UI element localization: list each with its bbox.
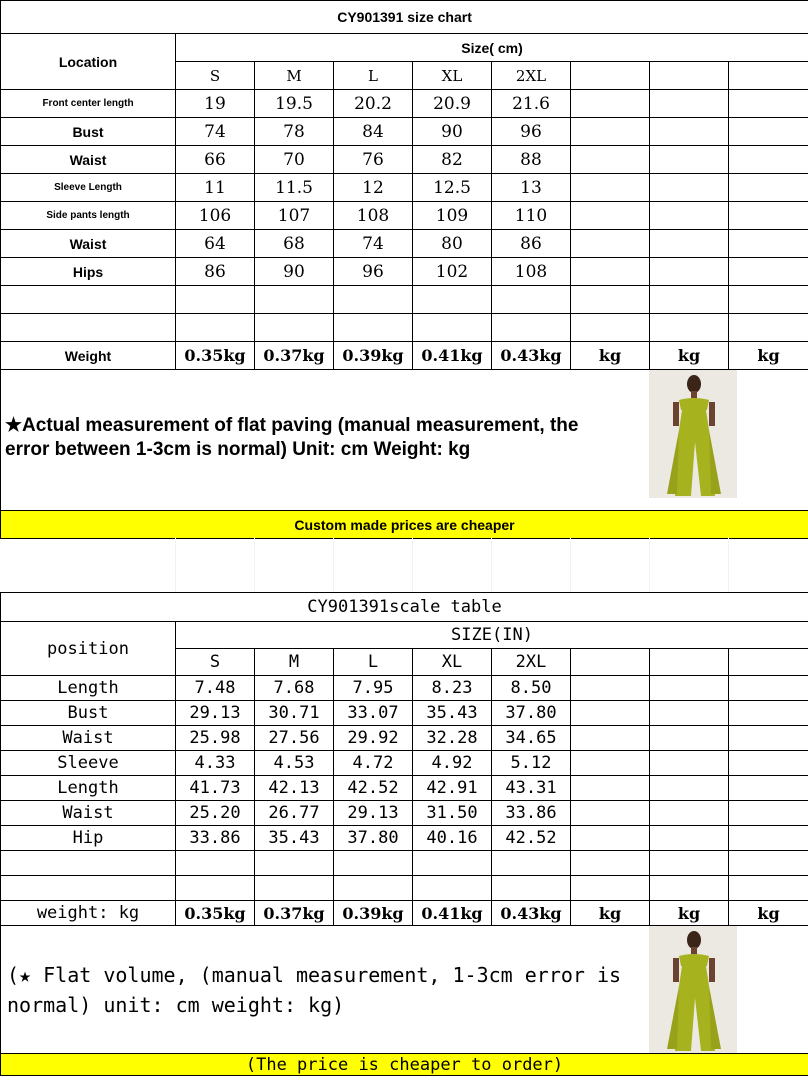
measurement-value: 107 bbox=[255, 202, 334, 230]
empty-cell bbox=[650, 751, 729, 776]
empty-cell bbox=[650, 726, 729, 751]
table-row bbox=[1, 202, 808, 230]
measurement-value: 19 bbox=[176, 90, 255, 118]
weight-value: 0.43kg bbox=[492, 342, 571, 370]
inch-weight-label: weight: kg bbox=[1, 901, 176, 926]
row-label: Waist bbox=[1, 230, 176, 258]
measurement-value: 7.95 bbox=[334, 676, 413, 701]
row-label: Length bbox=[1, 676, 176, 701]
empty-cell bbox=[650, 118, 729, 146]
measurement-value: 74 bbox=[176, 118, 255, 146]
measurement-value: 86 bbox=[492, 230, 571, 258]
measurement-value: 78 bbox=[255, 118, 334, 146]
row-label: Length bbox=[1, 776, 176, 801]
measurement-value: 108 bbox=[492, 258, 571, 286]
weight-value: 0.41kg bbox=[413, 901, 492, 926]
measurement-value: 86 bbox=[176, 258, 255, 286]
row-label: Waist bbox=[1, 726, 176, 751]
size-unit-header: Size( cm) bbox=[176, 34, 808, 62]
weight-value: 0.35kg bbox=[176, 342, 255, 370]
measurement-value: 40.16 bbox=[413, 826, 492, 851]
cm-measurement-rows bbox=[1, 90, 808, 286]
empty-cell bbox=[729, 801, 808, 826]
empty-cell bbox=[650, 701, 729, 726]
weight-value: 0.39kg bbox=[334, 901, 413, 926]
empty-row bbox=[1, 314, 808, 342]
measurement-value: 8.23 bbox=[413, 676, 492, 701]
measurement-value: 102 bbox=[413, 258, 492, 286]
measurement-value: 12 bbox=[334, 174, 413, 202]
empty-cell bbox=[729, 230, 808, 258]
measurement-value: 35.43 bbox=[255, 826, 334, 851]
empty-cell bbox=[571, 118, 650, 146]
measurement-value: 80 bbox=[413, 230, 492, 258]
inch-chart-title: CY901391scale table bbox=[1, 593, 808, 622]
empty-cell bbox=[571, 230, 650, 258]
measurement-value: 35.43 bbox=[413, 701, 492, 726]
measurement-note: ★Actual measurement of flat paving (manual measurement, the error between 1-3cm is normal) Unit: cm Weight: kg bbox=[5, 415, 579, 460]
measurement-value: 43.31 bbox=[492, 776, 571, 801]
measurement-value: 4.92 bbox=[413, 751, 492, 776]
measurement-value: 76 bbox=[334, 146, 413, 174]
inch-measurement-rows bbox=[1, 676, 808, 851]
empty-size-cell bbox=[650, 62, 729, 90]
order-price-banner: (The price is cheaper to order) bbox=[1, 1054, 808, 1076]
table-row bbox=[1, 230, 808, 258]
measurement-value: 109 bbox=[413, 202, 492, 230]
empty-cell bbox=[729, 202, 808, 230]
size-label: 2XL bbox=[492, 649, 571, 676]
empty-size-cell bbox=[571, 649, 650, 676]
size-label: XL bbox=[413, 62, 492, 90]
empty-row bbox=[1, 286, 808, 314]
measurement-value: 26.77 bbox=[255, 801, 334, 826]
measurement-value: 11 bbox=[176, 174, 255, 202]
measurement-value: 37.80 bbox=[492, 701, 571, 726]
measurement-value: 90 bbox=[255, 258, 334, 286]
product-photo bbox=[649, 370, 737, 498]
table-row bbox=[1, 90, 808, 118]
weight-value: kg bbox=[650, 342, 729, 370]
table-row bbox=[1, 751, 808, 776]
measurement-value: 84 bbox=[334, 118, 413, 146]
inch-measurement-note: (★ Flat volume, (manual measurement, 1-3cm error is normal) unit: cm weight: kg) bbox=[7, 963, 622, 1017]
measurement-value: 29.13 bbox=[334, 801, 413, 826]
weight-value: 0.39kg bbox=[334, 342, 413, 370]
empty-cell bbox=[650, 826, 729, 851]
empty-cell bbox=[729, 726, 808, 751]
inch-size-table bbox=[0, 592, 808, 1076]
measurement-value: 82 bbox=[413, 146, 492, 174]
measurement-value: 42.13 bbox=[255, 776, 334, 801]
inch-scale-chart bbox=[0, 592, 808, 1080]
weight-value: kg bbox=[650, 901, 729, 926]
empty-cell bbox=[729, 146, 808, 174]
empty-cell bbox=[650, 230, 729, 258]
empty-cell bbox=[571, 776, 650, 801]
size-label: XL bbox=[413, 649, 492, 676]
measurement-value: 5.12 bbox=[492, 751, 571, 776]
inch-weight-row bbox=[1, 901, 808, 926]
measurement-value: 88 bbox=[492, 146, 571, 174]
empty-cell bbox=[729, 90, 808, 118]
weight-value: kg bbox=[571, 342, 650, 370]
inch-product-photo bbox=[649, 926, 737, 1053]
measurement-value: 29.13 bbox=[176, 701, 255, 726]
measurement-value: 96 bbox=[334, 258, 413, 286]
weight-value: 0.37kg bbox=[255, 342, 334, 370]
row-label: Bust bbox=[1, 118, 176, 146]
measurement-value: 42.52 bbox=[492, 826, 571, 851]
row-label: Waist bbox=[1, 146, 176, 174]
cm-size-table bbox=[0, 0, 808, 539]
row-label: Hips bbox=[1, 258, 176, 286]
table-row bbox=[1, 258, 808, 286]
measurement-value: 42.91 bbox=[413, 776, 492, 801]
empty-cell bbox=[571, 726, 650, 751]
weight-value: kg bbox=[729, 901, 808, 926]
empty-cell bbox=[571, 202, 650, 230]
empty-cell bbox=[571, 90, 650, 118]
weight-label: Weight bbox=[1, 342, 176, 370]
measurement-value: 70 bbox=[255, 146, 334, 174]
measurement-value: 4.53 bbox=[255, 751, 334, 776]
weight-value: 0.35kg bbox=[176, 901, 255, 926]
measurement-value: 110 bbox=[492, 202, 571, 230]
empty-cell bbox=[650, 676, 729, 701]
empty-cell bbox=[650, 202, 729, 230]
row-label: Sleeve Length bbox=[1, 174, 176, 202]
measurement-value: 7.48 bbox=[176, 676, 255, 701]
measurement-value: 8.50 bbox=[492, 676, 571, 701]
measurement-value: 20.2 bbox=[334, 90, 413, 118]
empty-row bbox=[1, 876, 808, 901]
location-header: Location bbox=[1, 34, 176, 90]
measurement-note-cell bbox=[1, 370, 808, 511]
empty-cell bbox=[571, 801, 650, 826]
row-label: Waist bbox=[1, 801, 176, 826]
measurement-value: 20.9 bbox=[413, 90, 492, 118]
size-label: S bbox=[176, 649, 255, 676]
size-label: 2XL bbox=[492, 62, 571, 90]
empty-cell bbox=[729, 174, 808, 202]
size-label: M bbox=[255, 62, 334, 90]
row-label: Front center length bbox=[1, 90, 176, 118]
empty-cell bbox=[571, 146, 650, 174]
empty-cell bbox=[571, 826, 650, 851]
row-label: Bust bbox=[1, 701, 176, 726]
measurement-value: 33.07 bbox=[334, 701, 413, 726]
measurement-value: 42.52 bbox=[334, 776, 413, 801]
empty-size-cell bbox=[571, 62, 650, 90]
table-row bbox=[1, 146, 808, 174]
weight-value: kg bbox=[571, 901, 650, 926]
measurement-value: 34.65 bbox=[492, 726, 571, 751]
inch-note-cell bbox=[1, 926, 808, 1054]
measurement-value: 27.56 bbox=[255, 726, 334, 751]
measurement-value: 12.5 bbox=[413, 174, 492, 202]
measurement-value: 33.86 bbox=[492, 801, 571, 826]
measurement-value: 90 bbox=[413, 118, 492, 146]
measurement-value: 66 bbox=[176, 146, 255, 174]
empty-size-cell bbox=[650, 649, 729, 676]
empty-cell bbox=[729, 676, 808, 701]
empty-cell bbox=[729, 826, 808, 851]
blank-gap bbox=[0, 537, 808, 592]
measurement-value: 64 bbox=[176, 230, 255, 258]
table-row bbox=[1, 701, 808, 726]
measurement-value: 19.5 bbox=[255, 90, 334, 118]
weight-row bbox=[1, 342, 808, 370]
empty-cell bbox=[571, 258, 650, 286]
cm-size-chart bbox=[0, 0, 808, 537]
measurement-value: 4.33 bbox=[176, 751, 255, 776]
measurement-value: 7.68 bbox=[255, 676, 334, 701]
weight-value: kg bbox=[729, 342, 808, 370]
measurement-value: 96 bbox=[492, 118, 571, 146]
empty-cell bbox=[729, 258, 808, 286]
measurement-value: 33.86 bbox=[176, 826, 255, 851]
empty-size-cell bbox=[729, 649, 808, 676]
weight-value: 0.37kg bbox=[255, 901, 334, 926]
measurement-value: 74 bbox=[334, 230, 413, 258]
size-label: S bbox=[176, 62, 255, 90]
measurement-value: 41.73 bbox=[176, 776, 255, 801]
measurement-value: 21.6 bbox=[492, 90, 571, 118]
empty-size-cell bbox=[729, 62, 808, 90]
empty-cell bbox=[650, 146, 729, 174]
empty-cell bbox=[571, 701, 650, 726]
size-label: M bbox=[255, 649, 334, 676]
measurement-value: 25.20 bbox=[176, 801, 255, 826]
size-label: L bbox=[334, 62, 413, 90]
measurement-value: 31.50 bbox=[413, 801, 492, 826]
measurement-value: 11.5 bbox=[255, 174, 334, 202]
table-row bbox=[1, 826, 808, 851]
table-row bbox=[1, 118, 808, 146]
measurement-value: 30.71 bbox=[255, 701, 334, 726]
empty-cell bbox=[571, 676, 650, 701]
empty-cell bbox=[650, 801, 729, 826]
empty-cell bbox=[729, 751, 808, 776]
empty-cell bbox=[729, 118, 808, 146]
empty-cell bbox=[571, 174, 650, 202]
empty-cell bbox=[650, 90, 729, 118]
empty-cell bbox=[571, 751, 650, 776]
cm-chart-title: CY901391 size chart bbox=[1, 1, 808, 34]
row-label: Side pants length bbox=[1, 202, 176, 230]
measurement-value: 37.80 bbox=[334, 826, 413, 851]
custom-price-banner: Custom made prices are cheaper bbox=[1, 511, 808, 539]
empty-cell bbox=[729, 776, 808, 801]
measurement-value: 25.98 bbox=[176, 726, 255, 751]
table-row bbox=[1, 174, 808, 202]
weight-value: 0.41kg bbox=[413, 342, 492, 370]
empty-row bbox=[1, 851, 808, 876]
table-row bbox=[1, 776, 808, 801]
measurement-value: 4.72 bbox=[334, 751, 413, 776]
size-label: L bbox=[334, 649, 413, 676]
weight-value: 0.43kg bbox=[492, 901, 571, 926]
table-row bbox=[1, 801, 808, 826]
measurement-value: 108 bbox=[334, 202, 413, 230]
empty-cell bbox=[729, 701, 808, 726]
measurement-value: 13 bbox=[492, 174, 571, 202]
measurement-value: 106 bbox=[176, 202, 255, 230]
inch-size-unit-header: SIZE(IN) bbox=[176, 622, 808, 649]
measurement-value: 29.92 bbox=[334, 726, 413, 751]
position-header: position bbox=[1, 622, 176, 676]
empty-cell bbox=[650, 776, 729, 801]
table-row bbox=[1, 726, 808, 751]
empty-cell bbox=[650, 258, 729, 286]
row-label: Hip bbox=[1, 826, 176, 851]
empty-cell bbox=[650, 174, 729, 202]
measurement-value: 68 bbox=[255, 230, 334, 258]
table-row bbox=[1, 676, 808, 701]
row-label: Sleeve bbox=[1, 751, 176, 776]
measurement-value: 32.28 bbox=[413, 726, 492, 751]
